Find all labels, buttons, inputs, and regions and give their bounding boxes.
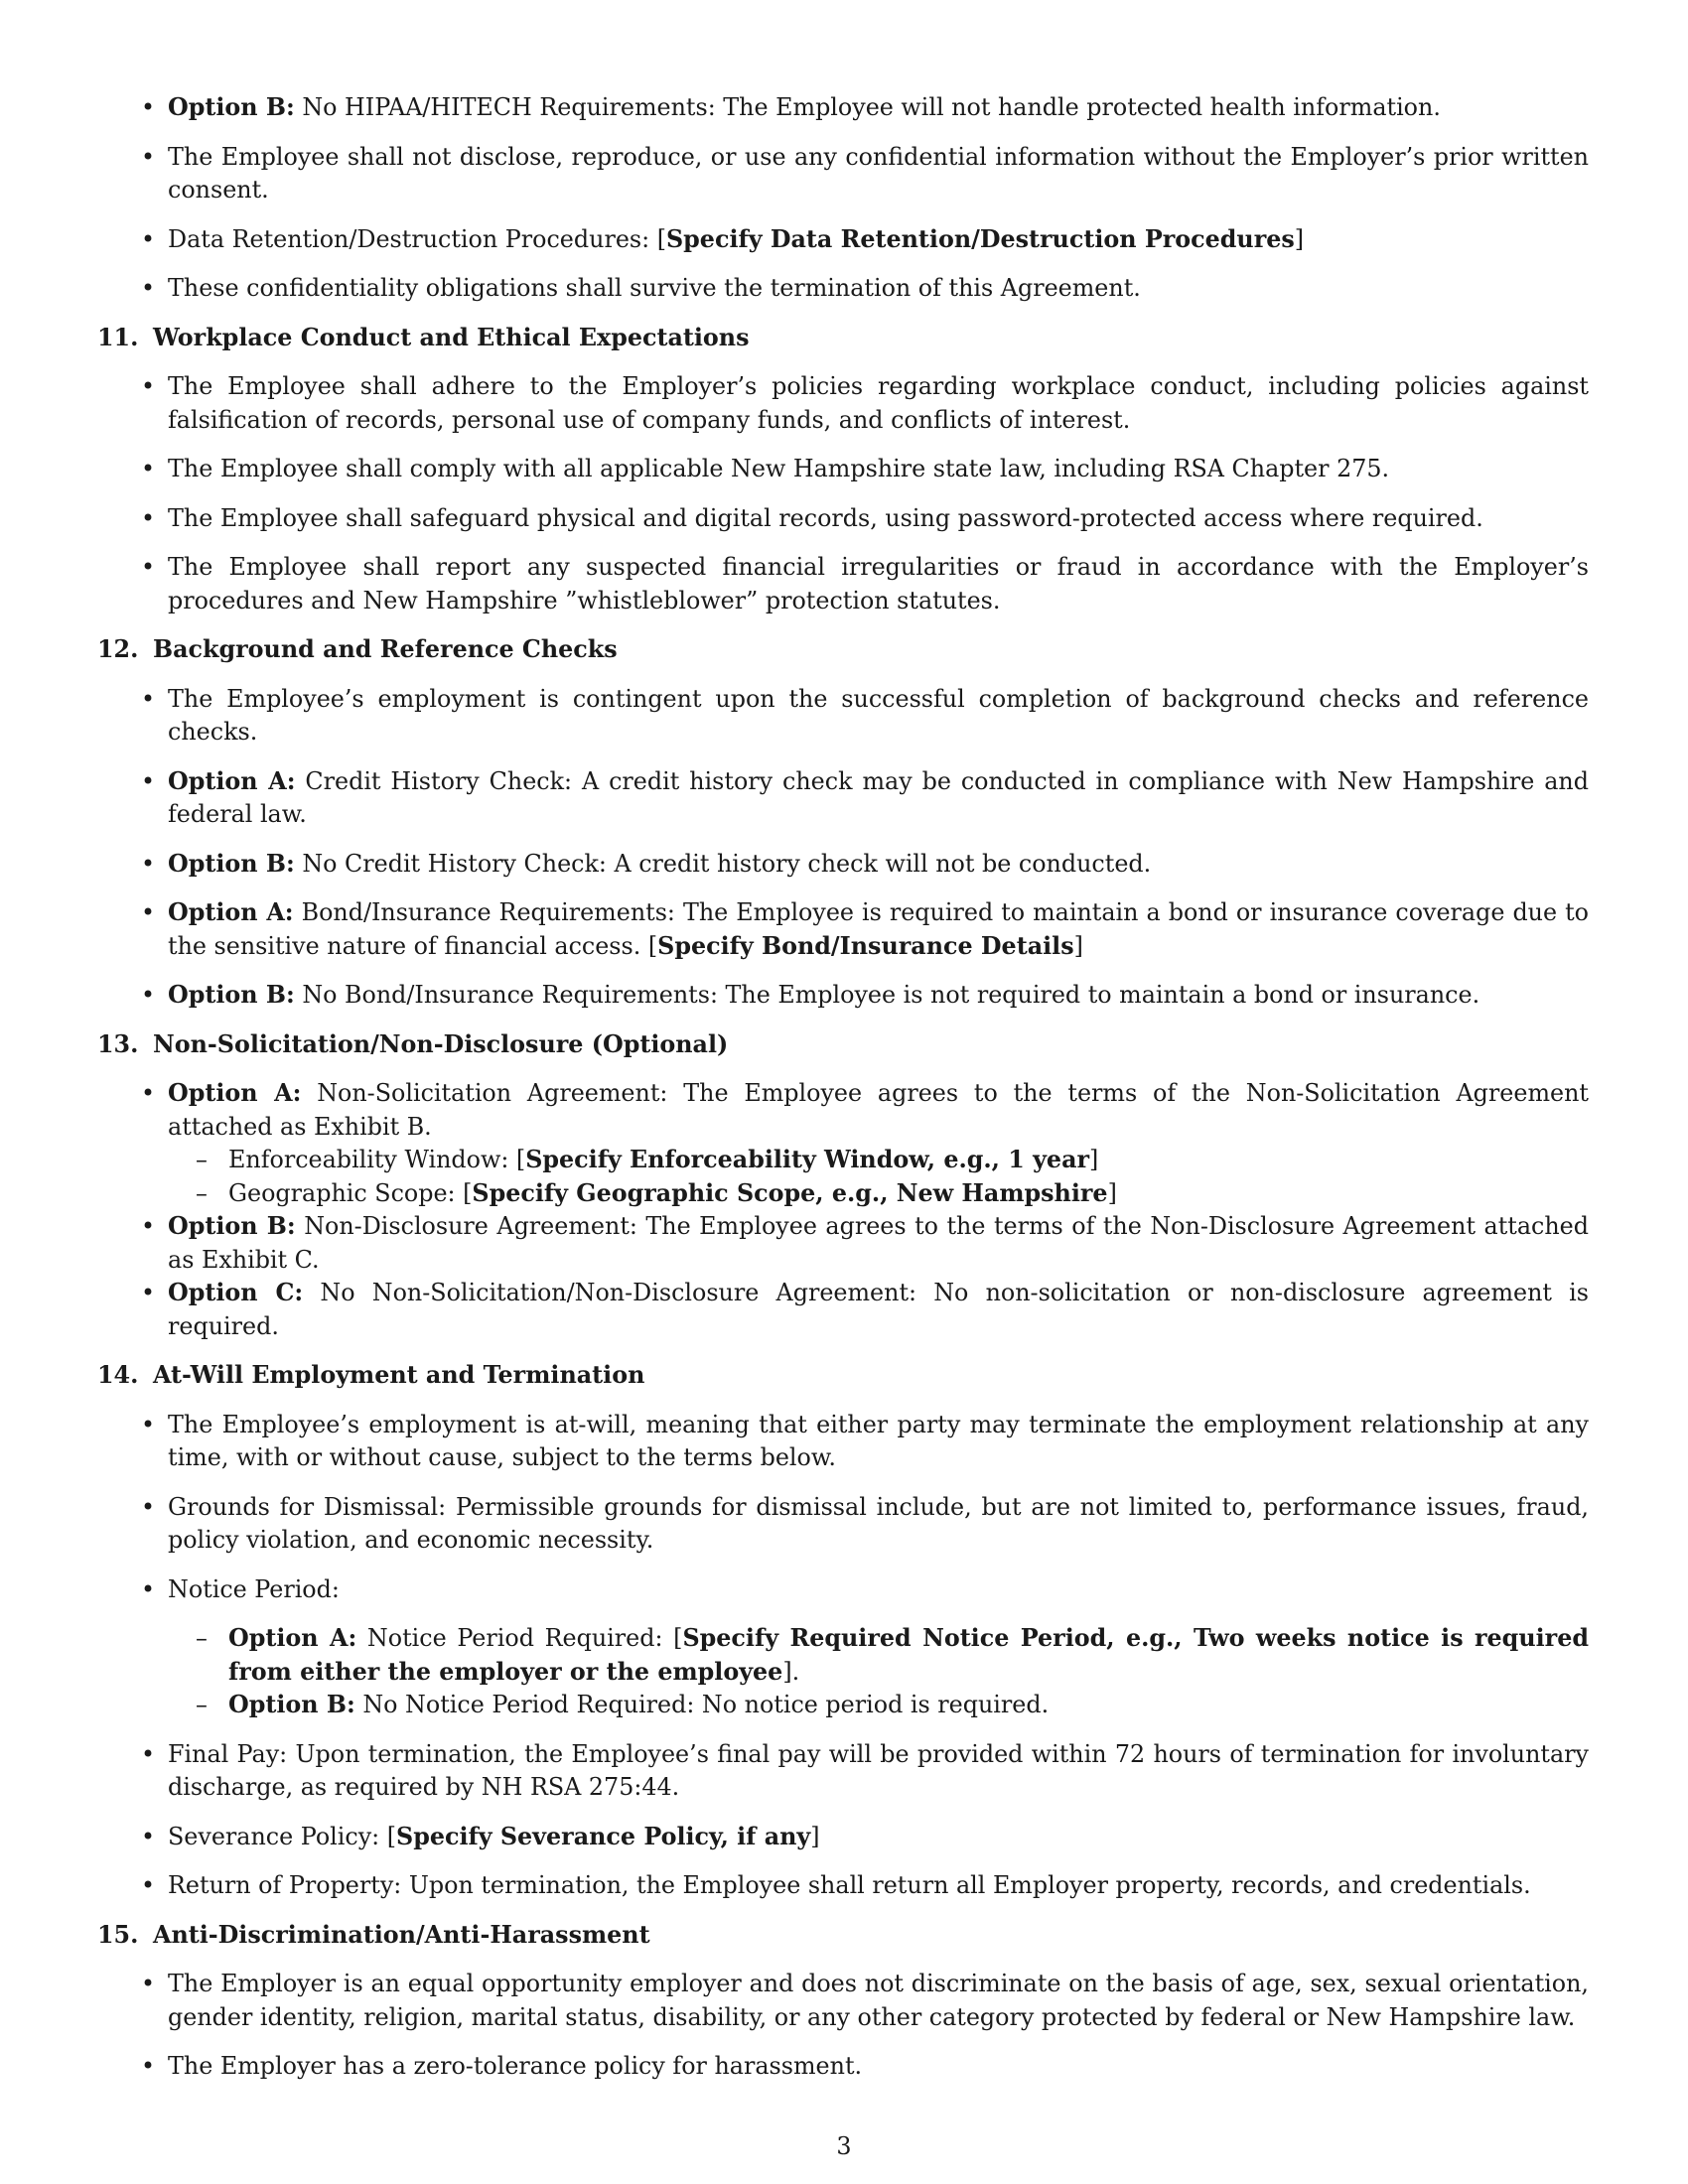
- list-item: [168, 896, 1589, 963]
- option-text: No Bond/Insurance Requirements: The Employee is not required to maintain a bond or insurance.: [294, 981, 1480, 1009]
- list-item-text: These confidentiality obligations shall survive the termination of this Agreement.: [168, 274, 1141, 302]
- list-item-text: Enforceability Window: [: [228, 1146, 526, 1173]
- list-item: [168, 223, 1589, 257]
- list-item-text: Return of Property: Upon termination, the Employee shall return all Employer property, records, and credentials.: [168, 1871, 1531, 1899]
- list-item: [168, 370, 1589, 437]
- list-item: [168, 91, 1589, 125]
- list-item: [168, 141, 1589, 207]
- list-item: [168, 1968, 1589, 2034]
- section-number: 12.: [97, 635, 139, 663]
- option-label: Option C:: [168, 1279, 304, 1306]
- list-item-text: The Employer has a zero-tolerance policy for harassment.: [168, 2052, 863, 2080]
- section-number: 13.: [97, 1029, 139, 1058]
- list-item: [168, 979, 1589, 1013]
- option-text: Bond/Insurance Requirements: The Employee is required to maintain a bond or insurance coverage due to the sensitive nature of financial access. [: [168, 898, 1589, 960]
- list-item: [168, 502, 1589, 536]
- sub-list: [168, 1622, 1589, 1722]
- bracket: ]: [1294, 224, 1305, 253]
- option-label: Option A:: [168, 898, 294, 926]
- option-label: Option B:: [228, 1691, 355, 1718]
- placeholder-text: Specify Enforceability Window, e.g., 1 year: [525, 1146, 1090, 1173]
- section-number: 14.: [97, 1361, 139, 1389]
- section-title: Anti-Discrimination/Anti-Harassment: [153, 1920, 650, 1949]
- option-text: Credit History Check: A credit history check may be conducted in compliance with New Hampshire and federal law.: [168, 766, 1589, 828]
- section-10-list: [97, 91, 1589, 306]
- bracket: ]: [810, 1822, 820, 1850]
- placeholder-text: Specify Data Retention/Destruction Procedures: [665, 224, 1295, 253]
- list-item-text: Grounds for Dismissal: Permissible grounds for dismissal include, but are not limited to, performance issues, fraud, policy violation, and economic necessity.: [168, 1492, 1589, 1554]
- section-title: Background and Reference Checks: [153, 635, 618, 663]
- list-item-text: Final Pay: Upon termination, the Employee’s final pay will be provided within 72 hours of termination for involuntary discharge, as required by NH RSA 275:44.: [168, 1739, 1589, 1801]
- list-item-text: Notice Period:: [168, 1574, 340, 1603]
- list-item: [168, 848, 1589, 882]
- list-item-text: The Employee shall not disclose, reproduce, or use any confidential information without the Employer’s prior written consent.: [168, 142, 1589, 204]
- bracket: ]: [1073, 931, 1083, 960]
- list-item-text: The Employee’s employment is at-will, meaning that either party may terminate the employment relationship at any time, with or without cause, subject to the terms below.: [168, 1410, 1589, 1471]
- section-title: Workplace Conduct and Ethical Expectations: [153, 323, 750, 351]
- placeholder-text: Specify Severance Policy, if any: [396, 1822, 811, 1850]
- sub-list-item: [228, 1177, 1589, 1211]
- list-item: [168, 551, 1589, 617]
- list-item: [168, 765, 1589, 832]
- list-item-text: Data Retention/Destruction Procedures: [: [168, 224, 666, 253]
- option-text: Non-Disclosure Agreement: The Employee agrees to the terms of the Non-Disclosure Agreement attached as Exhibit C.: [168, 1212, 1589, 1274]
- option-text: Non-Solicitation Agreement: The Employee agrees to the terms of the Non-Solicitation Agreement attached as Exhibit B.: [168, 1079, 1589, 1141]
- document-page: [97, 91, 1589, 2156]
- section-title: At-Will Employment and Termination: [153, 1361, 645, 1389]
- list-item: [168, 453, 1589, 486]
- section-11-list: [97, 370, 1589, 617]
- page-number: 3: [836, 2132, 852, 2160]
- option-label: Option A:: [228, 1624, 357, 1652]
- section-number: 15.: [97, 1920, 139, 1949]
- section-heading: [97, 1919, 1589, 1953]
- list-item: [168, 683, 1589, 750]
- list-item: [168, 1869, 1589, 1903]
- option-text: Notice Period Required: [: [356, 1624, 683, 1652]
- sub-list-item: [228, 1622, 1589, 1689]
- section-13-group: [97, 1077, 1589, 1343]
- list-item-text: Geographic Scope: [: [228, 1178, 473, 1207]
- list-item-text: Severance Policy: [: [168, 1822, 397, 1850]
- option-text: No Credit History Check: A credit history check will not be conducted.: [294, 849, 1152, 878]
- list-item-text: The Employee shall comply with all applicable New Hampshire state law, including RSA Chapter 275.: [168, 455, 1390, 482]
- option-label: Option B:: [168, 849, 295, 878]
- placeholder-text: Specify Geographic Scope, e.g., New Hampshire: [472, 1178, 1108, 1207]
- list-item: [168, 1738, 1589, 1805]
- section-heading: [97, 1359, 1589, 1393]
- list-item: [168, 1409, 1589, 1475]
- section-13-list: [97, 1077, 1589, 1343]
- list-item-text: The Employer is an equal opportunity employer and does not discriminate on the basis of age, sex, sexual orientation, gender identity, religion, marital status, disability, or any other category protected by federal or New Hampshire law.: [168, 1970, 1589, 2031]
- bracket: ]: [1089, 1146, 1099, 1173]
- section-number: 11.: [97, 323, 139, 351]
- option-text: No HIPAA/HITECH Requirements: The Employee will not handle protected health information.: [294, 93, 1441, 121]
- list-item: [168, 1077, 1589, 1210]
- section-title: Non-Solicitation/Non-Disclosure (Optional): [153, 1029, 729, 1058]
- option-label: Option B:: [168, 1212, 296, 1240]
- sub-list: [168, 1144, 1589, 1210]
- option-text: No Notice Period Required: No notice period is required.: [354, 1691, 1050, 1718]
- list-item-text: The Employee shall adhere to the Employer’s policies regarding workplace conduct, including policies against falsification of records, personal use of company funds, and conflicts of interest.: [168, 372, 1589, 434]
- section-heading: [97, 322, 1589, 355]
- section-heading: [97, 633, 1589, 667]
- list-item: [168, 1821, 1589, 1854]
- list-item-text: The Employee’s employment is contingent upon the successful completion of background checks and reference checks.: [168, 684, 1589, 746]
- option-label: Option A:: [168, 1079, 302, 1107]
- option-label: Option B:: [168, 93, 295, 121]
- section-heading: [97, 1028, 1589, 1062]
- list-item: [168, 1277, 1589, 1343]
- option-label: Option B:: [168, 981, 295, 1009]
- list-item: [168, 272, 1589, 306]
- list-item: [168, 1210, 1589, 1277]
- section-15-list: [97, 1968, 1589, 2084]
- section-12-list: [97, 683, 1589, 1013]
- placeholder-text: Specify Required Notice Period, e.g., Two weeks notice is required from either the employer or the employee: [228, 1624, 1589, 1686]
- list-item-text: The Employee shall safeguard physical and digital records, using password-protected access where required.: [168, 503, 1483, 532]
- list-item: [168, 2050, 1589, 2084]
- list-item: [168, 1573, 1589, 1722]
- option-label: Option A:: [168, 766, 296, 795]
- sub-list-item: [228, 1144, 1589, 1177]
- list-item-text: The Employee shall report any suspected financial irregularities or fraud in accordance with the Employer’s procedures and New Hampshire ”whistleblower” protection statutes.: [168, 553, 1589, 614]
- bracket: ]: [1107, 1178, 1117, 1207]
- list-item: [168, 1491, 1589, 1558]
- section-14-list: [97, 1409, 1589, 1903]
- document-body: [97, 91, 1589, 2084]
- placeholder-text: Specify Bond/Insurance Details: [657, 931, 1074, 960]
- sub-list-item: [228, 1689, 1589, 1722]
- option-text: No Non-Solicitation/Non-Disclosure Agreement: No non-solicitation or non-disclosure agreement is required.: [168, 1279, 1589, 1340]
- bracket: ].: [782, 1657, 800, 1686]
